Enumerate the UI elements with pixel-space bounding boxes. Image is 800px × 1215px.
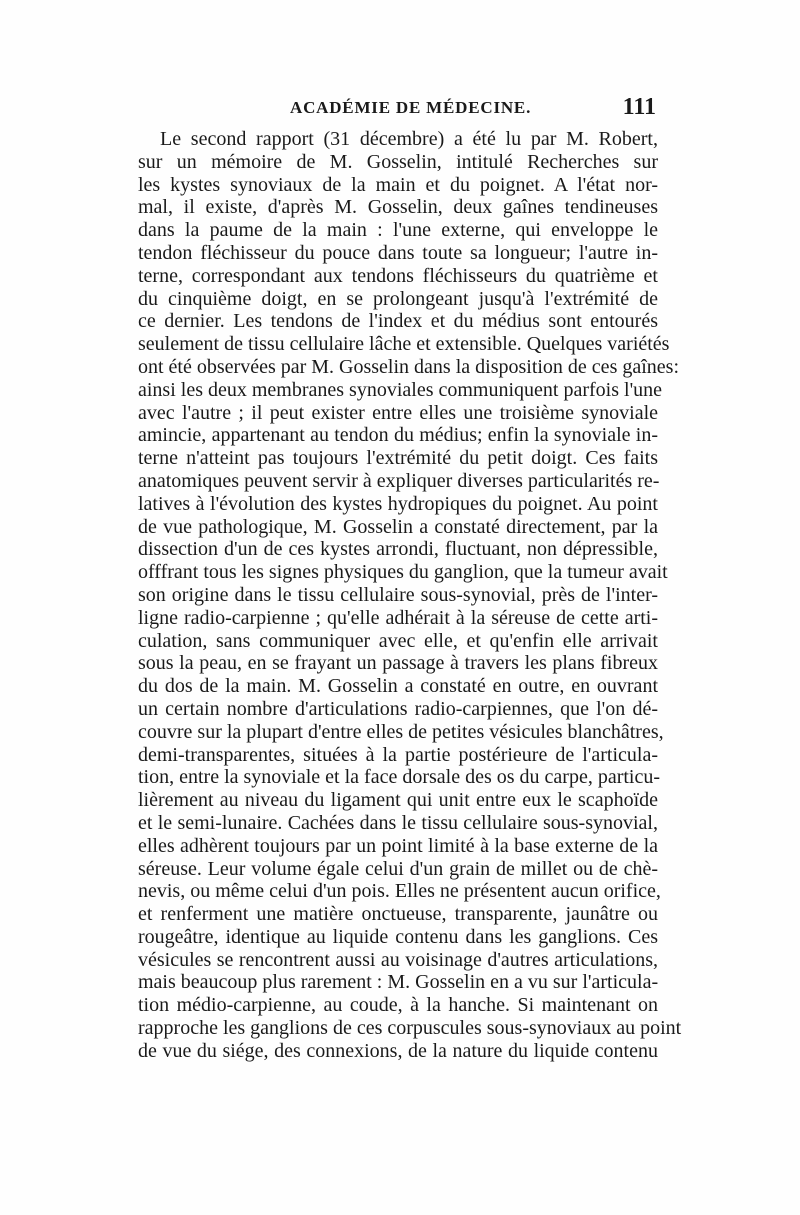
text-line: ont été observées par M. Gosselin dans la disposition de ces gaînes: [138, 355, 679, 378]
text-line: de vue du siége, des connexions, de la nature du liquide contenu [138, 1039, 658, 1062]
text-line: les kystes synoviaux de la main et du poignet. A l'état nor- [138, 173, 658, 196]
text-line: terne, correspondant aux tendons fléchisseurs du quatrième et [138, 264, 658, 287]
text-line: amincie, appartenant au tendon du médius; enfin la synoviale in- [138, 424, 658, 447]
text-line: anatomiques peuvent servir à expliquer diverses particularités re- [138, 469, 660, 492]
text-line: tion médio-carpienne, au coude, à la hanche. Si maintenant on [138, 994, 658, 1017]
text-line: séreuse. Leur volume égale celui d'un grain de millet ou de chè- [138, 857, 658, 880]
text-line: lièrement au niveau du ligament qui unit entre eux le scaphoïde [138, 789, 658, 812]
text-line: Le second rapport (31 décembre) a été lu par M. Robert, [160, 128, 658, 150]
text-line: vésicules se rencontrent aussi au voisinage d'autres articulations, [138, 948, 658, 971]
text-line: sous la peau, en se frayant un passage à travers les plans fibreux [138, 652, 658, 675]
text-line: ce dernier. Les tendons de l'index et du médius sont entourés [138, 310, 658, 333]
text-line: tendon fléchisseur du pouce dans toute sa longueur; l'autre in- [138, 241, 658, 264]
text-line: tion, entre la synoviale et la face dorsale des os du carpe, particu- [138, 766, 661, 789]
text-line: dissection d'un de ces kystes arrondi, fluctuant, non dépressible, [138, 538, 658, 561]
text-line: culation, sans communiquer avec elle, et qu'enfin elle arrivait [138, 629, 658, 652]
text-line: rougeâtre, identique au liquide contenu dans les ganglions. Ces [138, 925, 658, 948]
text-line: nevis, ou même celui d'un pois. Elles ne présentent aucun orifice, [138, 880, 661, 903]
text-line: du cinquième doigt, en se prolongeant jusqu'à l'extrémité de [138, 287, 658, 310]
text-line: et renferment une matière onctueuse, transparente, jaunâtre ou [138, 903, 658, 926]
running-head [138, 94, 656, 124]
text-line: mal, il existe, d'après M. Gosselin, deux gaînes tendineuses [138, 196, 658, 219]
running-title: ACADÉMIE DE MÉDECINE. [290, 98, 532, 117]
text-line: dans la paume de la main : l'une externe, qui enveloppe le [138, 219, 658, 242]
text-line: mais beaucoup plus rarement : M. Gosselin en a vu sur l'articula- [138, 971, 659, 994]
text-line: du dos de la main. M. Gosselin a constaté en outre, en ouvrant [138, 675, 658, 698]
text-line: ligne radio-carpienne ; qu'elle adhérait à la séreuse de cette arti- [138, 606, 658, 629]
text-line: elles adhèrent toujours par un point limité à la base externe de la [138, 834, 658, 857]
text-line: couvre sur la plupart d'entre elles de petites vésicules blanchâtres, [138, 720, 664, 743]
text-line: offfrant tous les signes physiques du ganglion, que la tumeur avait [138, 561, 668, 584]
text-line: un certain nombre d'articulations radio-carpiennes, que l'on dé- [138, 697, 658, 720]
text-line: et le semi-lunaire. Cachées dans le tissu cellulaire sous-synovial, [138, 811, 658, 834]
text-line: ainsi les deux membranes synoviales communiquent parfois l'une [138, 378, 663, 401]
body-text [138, 128, 682, 1063]
text-line: de vue pathologique, M. Gosselin a constaté directement, par la [138, 515, 658, 538]
text-line: terne n'atteint pas toujours l'extrémité du petit doigt. Ces faits [138, 447, 658, 470]
text-line: demi-transparentes, situées à la partie postérieure de l'articula- [138, 743, 658, 766]
text-line: latives à l'évolution des kystes hydropiques du poignet. Au point [138, 492, 658, 515]
page-number: 111 [622, 94, 656, 120]
text-line: son origine dans le tissu cellulaire sous-synovial, près de l'inter- [138, 583, 658, 606]
text-line: rapproche les ganglions de ces corpuscules sous-synoviaux au point [138, 1017, 682, 1040]
text-line: seulement de tissu cellulaire lâche et extensible. Quelques variétés [138, 333, 670, 356]
text-line: sur un mémoire de M. Gosselin, intitulé Recherches sur [138, 150, 658, 173]
text-line: avec l'autre ; il peut exister entre elles une troisième synoviale [138, 401, 658, 424]
